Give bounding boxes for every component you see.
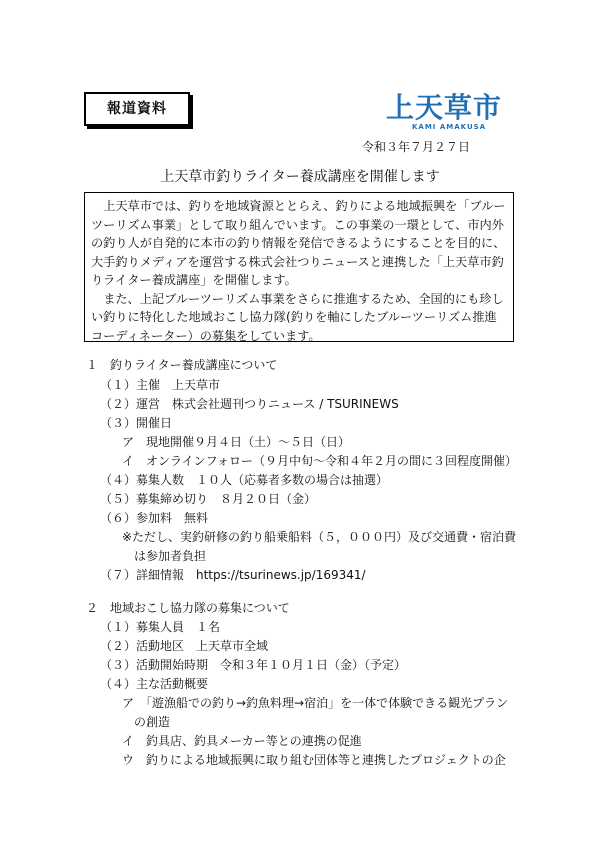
section2-item: （３）活動開始時期 令和３年１０月１日（金）（予定） <box>100 658 407 672</box>
press-release-label: 報道資料 <box>84 92 190 126</box>
section1-item: （２）運営 株式会社週刊つりニュース / TSURINEWS <box>100 397 399 411</box>
section1-note: は参加者負担 <box>134 549 207 563</box>
logo-sub: KAMI AMAKUSA <box>412 123 487 131</box>
section1-item: （３）開催日 <box>100 416 173 430</box>
section2-subitem: ア 「遊漁船での釣り→釣魚料理→宿泊」を一体で体験できる観光プラン <box>122 696 509 710</box>
section2-subitem: ウ 釣りによる地域振興に取り組む団体等と連携したプロジェクトの企 <box>122 753 506 767</box>
release-date: 令和３年７月２７日 <box>362 140 471 154</box>
section1-subitem: イ オンラインフォロー（９月中旬～令和４年２月の間に３回程度開催） <box>122 454 518 468</box>
summary-paragraph-1: 上天草市では、釣りを地域資源ととらえ、釣りによる地域振興を「ブルーツーリズム事業」として取り組んでいます。この事業の一環として、市内外の釣り人が自発的に本市の釣り情報を発信できるようにすることを目的に、大手釣りメディアを運営する株式会社つりニュースと連携した「上天草市釣りライター養成講座」を開催します。 <box>91 199 506 287</box>
section2-heading: ２ 地域おこし協力隊の募集について <box>86 601 290 615</box>
section1-item: （６）参加料 無料 <box>100 511 209 525</box>
section1-item: （４）募集人数 １０人（応募者多数の場合は抽選） <box>100 473 389 487</box>
section1-item: （１）主催 上天草市 <box>100 378 221 392</box>
section1-subitem: ア 現地開催９月４日（土）～５日（日） <box>122 435 351 449</box>
section2-subitem: の創造 <box>134 715 171 729</box>
logo-kanji: 上天草市 <box>386 91 503 124</box>
section2-item: （４）主な活動概要 <box>100 677 209 691</box>
section1-item: （７）詳細情報 https://tsurinews.jp/169341/ <box>100 568 366 582</box>
summary-paragraph-2: また、上記ブルーツーリズム事業をさらに推進するため、全国的にも珍しい釣りに特化した地域おこし協力隊(釣りを軸にしたブルーツーリズム推進コーディネーター）の募集をしています。 <box>91 291 504 343</box>
section1-heading: １ 釣りライター養成講座について <box>86 358 278 372</box>
document-title: 上天草市釣りライター養成講座を開催します <box>160 169 440 185</box>
section2-item: （２）活動地区 上天草市全域 <box>100 639 269 653</box>
section1-item: （５）募集締め切り ８月２０日（金） <box>100 492 317 506</box>
section2-item: （１）募集人員 １名 <box>100 620 221 634</box>
section1-note: ※ただし、実釣研修の釣り船乗船料（５，０００円）及び交通費・宿泊費 <box>122 530 517 544</box>
section2-subitem: イ 釣具店、釣具メーカー等との連携の促進 <box>122 734 362 748</box>
